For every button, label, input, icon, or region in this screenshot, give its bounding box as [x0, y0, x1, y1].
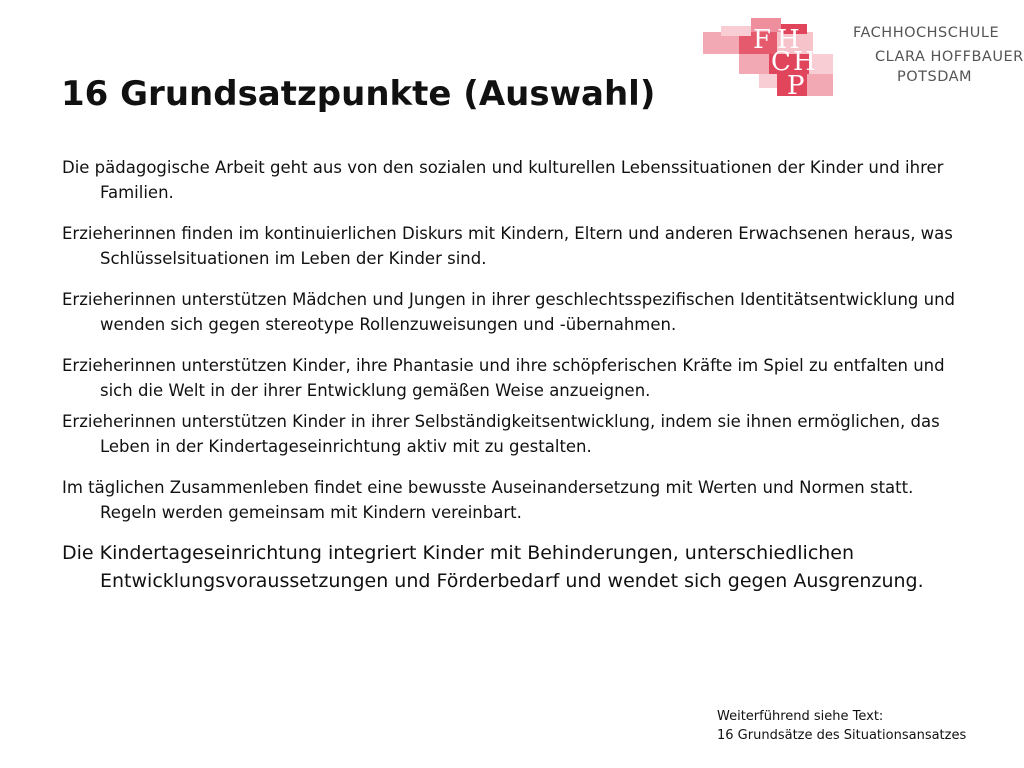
principle-item: Erzieherinnen unterstützen Mädchen und Jungen in ihrer geschlechtsspezifischen Identitätsentwicklung und wenden sich gegen stereotype Rollenzuweisungen und -übernahmen.: [62, 290, 956, 334]
logo-line-3: POTSDAM: [897, 69, 973, 85]
principle-item: Erzieherinnen unterstützen Kinder in ihrer Selbständigkeitsentwicklung, indem sie ihnen ermöglichen, das Leben in der Kindertageseinrichtung aktiv mit zu gestalten.: [62, 412, 940, 456]
principle-item: Erzieherinnen unterstützen Kinder, ihre Phantasie und ihre schöpferischen Kräfte im Spiel zu entfalten und sich die Welt in der ihrer Entwicklung gemäßen Weise anzueignen.: [62, 356, 945, 400]
footnote-line-1: Weiterführend siehe Text:: [717, 709, 884, 724]
logo-letter-h1: H: [777, 25, 800, 55]
logo-letter-p: P: [787, 71, 805, 100]
logo-line-2: CLARA HOFFBAUER: [875, 49, 1024, 65]
slide-title: 16 Grundsatzpunkte (Auswahl): [61, 74, 656, 114]
principle-item: Die Kindertageseinrichtung integriert Kinder mit Behinderungen, unterschiedlichen Entwicklungsvoraussetzungen und Förderbedarf und wendet sich gegen Ausgrenzung.: [62, 542, 924, 592]
principle-item: Erzieherinnen finden im kontinuierlichen Diskurs mit Kindern, Eltern und anderen Erwachsenen heraus, was Schlüsselsituationen im Leben der Kinder sind.: [62, 224, 953, 268]
logo-letter-h2: H: [793, 47, 816, 77]
principle-item: Im täglichen Zusammenleben findet eine bewusste Auseinandersetzung mit Werten und Normen statt. Regeln werden gemeinsam mit Kindern vereinbart.: [62, 478, 914, 522]
further-reading-note: [717, 707, 966, 745]
principle-item: Die pädagogische Arbeit geht aus von den sozialen und kulturellen Lebenssituationen der Kinder und ihrer Familien.: [62, 158, 944, 202]
logo-letter-f: F: [753, 25, 772, 55]
logo-line-1: FACHHOCHSCHULE: [853, 25, 1000, 41]
logo-letter-c: C: [771, 47, 791, 77]
fhchp-logo: [703, 18, 1024, 100]
logo-mosaic-icon: [703, 18, 853, 100]
footnote-line-2: 16 Grundsätze des Situationsansatzes: [717, 728, 967, 743]
principles-list: [62, 155, 962, 595]
